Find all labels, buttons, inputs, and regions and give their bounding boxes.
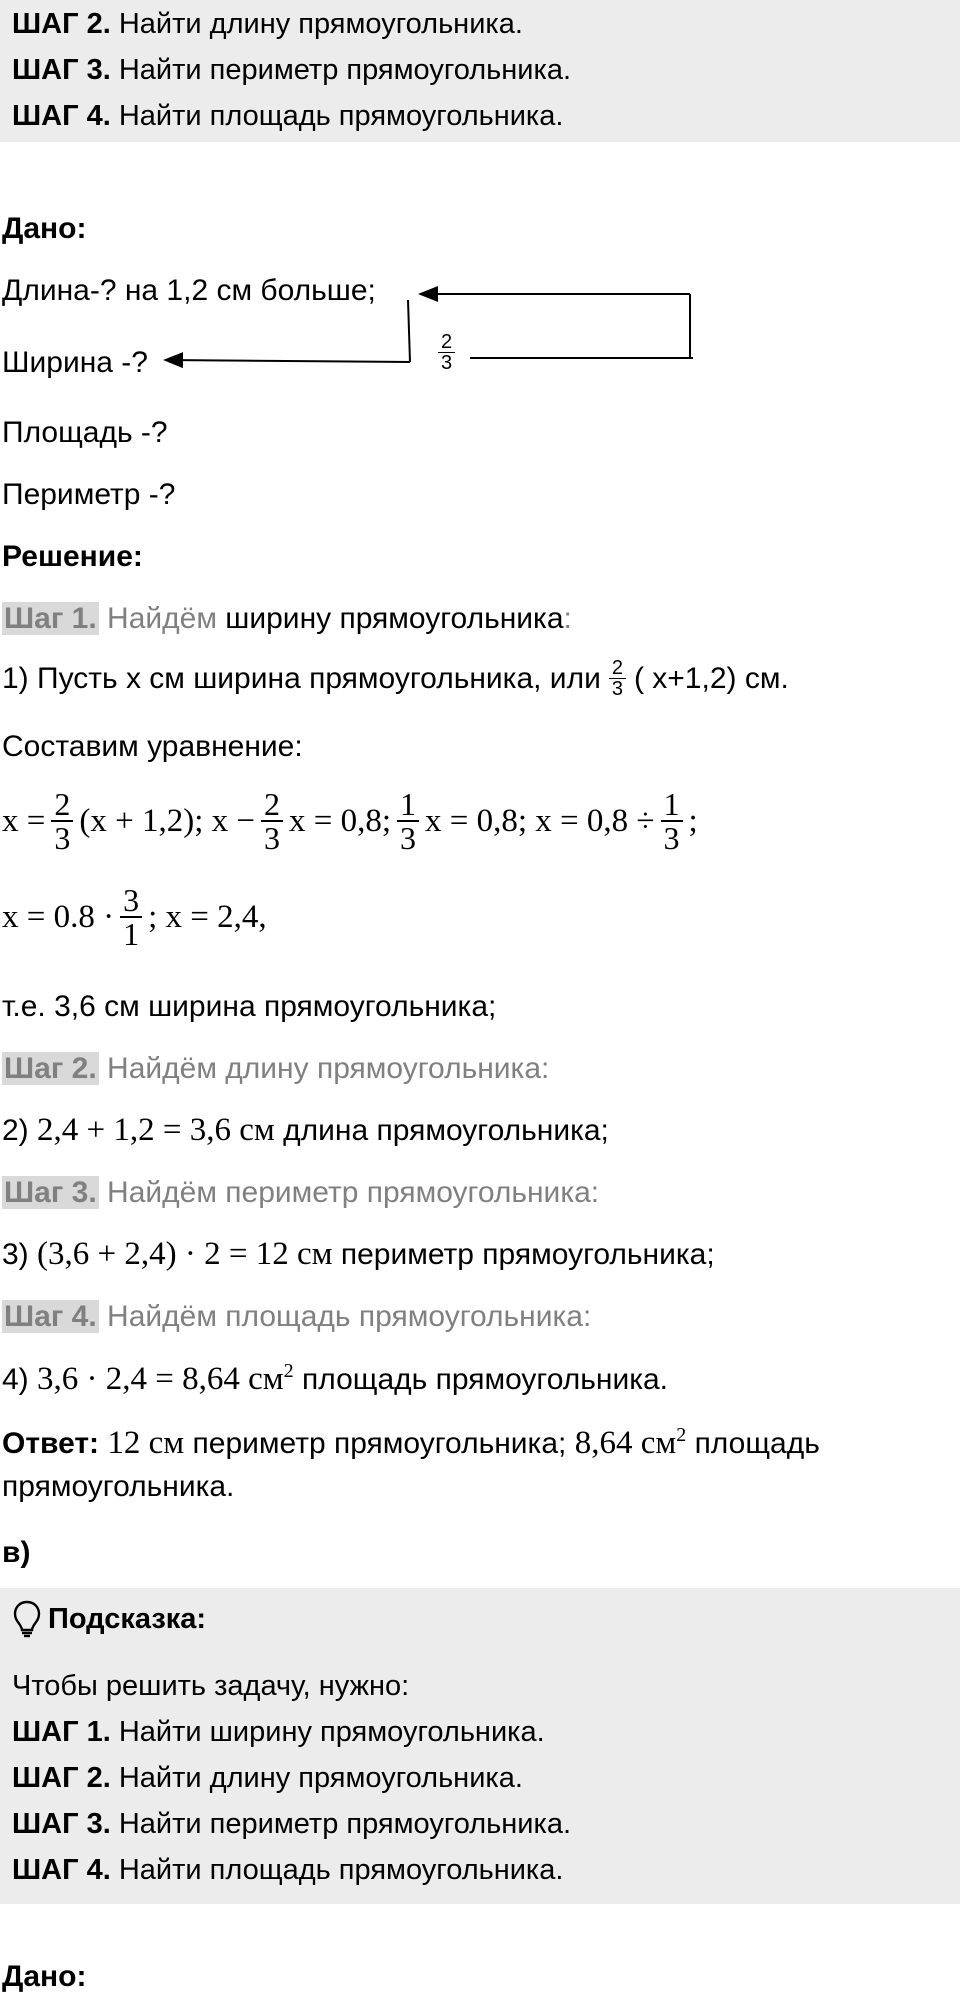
step-1-heading: Шаг 1. Найдём ширину прямоугольника: [4,602,572,635]
hint-title: Подсказка: [12,1600,206,1638]
step-3-heading: Шаг 3. Найдём периметр прямоугольника: [4,1176,600,1209]
step-2-heading: Шаг 2. Найдём длину прямоугольника: [4,1052,550,1085]
given-width: Ширина -? [2,346,148,379]
line1-fraction: $\frac{2}{3}$ [609,658,626,699]
solution-line-2: 2) 2,4 + 1,2 = 3,6 см длина прямоугольника; [2,1112,609,1148]
top-hint-step-4: ШАГ 4. Найти площадь прямоугольника. [12,100,564,132]
arrow-to-width [165,360,410,362]
compose-equation-label: Составим уравнение: [2,730,303,763]
arrow-bracket-left [408,300,410,362]
result-width: т.е. 3,6 см ширина прямоугольника; [2,990,497,1023]
eq1-frac-1: $\frac{2}{3}$ [51,788,73,854]
given-area: Площадь -? [2,416,168,449]
given-arrows-diagram [0,270,960,390]
top-hint-step-2: ШАГ 2. Найти длину прямоугольника. [12,8,523,40]
given-2-title: Дано: [2,1960,87,1993]
answer-continued: прямоугольника. [2,1470,235,1503]
hint-step-3: ШАГ 3. Найти периметр прямоугольника. [12,1808,572,1840]
step-4-heading: Шаг 4. Найдём площадь прямоугольника: [4,1300,592,1333]
given-length: Длина-? на 1,2 см больше; [2,274,376,307]
eq1-frac-2: $\frac{2}{3}$ [261,788,283,854]
hint-box [0,1588,960,1904]
solution-line-1: 1) Пусть х см ширина прямоугольника, или $\frac{2}{3}$ ( х+1,2) см. [2,657,789,700]
hint-step-2: ШАГ 2. Найти длину прямоугольника. [12,1762,523,1794]
eq1-frac-4: $\frac{1}{3}$ [661,788,683,854]
hint-step-4: ШАГ 4. Найти площадь прямоугольника. [12,1854,564,1886]
solution-line-4: 4) 3,6 · 2,4 = 8,64 $см^2$ площадь прямоугольника. [2,1360,669,1397]
equation-2: x = 0.8 · $\frac{3}{1}$ ; x = 2,4, [2,882,267,952]
part-v-label: в) [2,1536,31,1569]
given-perimeter: Периметр -? [2,478,176,511]
lightbulb-icon [12,1600,42,1638]
hint-step-1: ШАГ 1. Найти ширину прямоугольника. [12,1716,545,1748]
equation-1: x = $\frac{2}{3}$ (x + 1,2); x − $\frac{2}{3}$ x = 0,8; $\frac{1}{3}$ x = 0,8; x = 0,8 ÷ $\frac{1}{3}$ ; [2,786,698,856]
given-title: Дано: [2,212,87,245]
solution-title: Решение: [2,540,143,573]
eq1-frac-3: $\frac{1}{3}$ [397,788,419,854]
hint-intro: Чтобы решить задачу, нужно: [12,1670,410,1702]
solution-line-3: 3) (3,6 + 2,4) · 2 = 12 см периметр прямоугольника; [2,1236,715,1272]
top-hint-step-3: ШАГ 3. Найти периметр прямоугольника. [12,54,572,86]
top-hint-box [0,0,960,142]
answer: Ответ: 12 см периметр прямоугольника; 8,64 $см^2$ площадь [2,1424,820,1461]
eq2-frac: $\frac{3}{1}$ [120,884,142,950]
given-fraction: $\frac{2}{3}$ [438,332,455,373]
